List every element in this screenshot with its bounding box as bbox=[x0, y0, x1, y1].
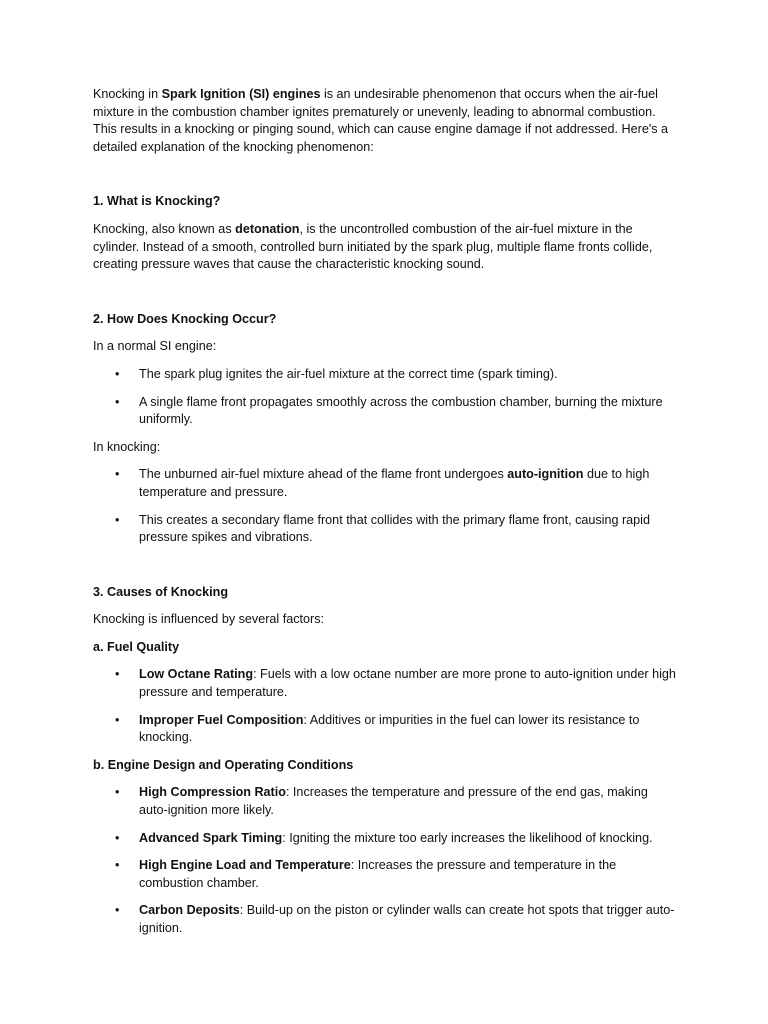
bullet-icon: • bbox=[115, 366, 120, 381]
section-3-heading: 3. Causes of Knocking bbox=[93, 584, 229, 599]
bullet-icon: • bbox=[115, 667, 120, 682]
list-item-bold-term: auto-ignition bbox=[507, 467, 584, 482]
bullet-icon: • bbox=[115, 712, 120, 727]
section-1-text: Knocking, also known as bbox=[93, 221, 236, 236]
section-1-text-rest: , is the uncontrolled combustion of the air-fuel mixture in the cylinder. Instead of a smooth, controlled burn initiated by the spark plug, multiple flame fronts collide, creating pressure waves that cause the characteristic knocking sound. bbox=[93, 221, 653, 272]
bullet-icon: • bbox=[115, 785, 120, 800]
list-item-text: This creates a secondary flame front that collides with the primary flame front, causing rapid pressure spikes and vibrations. bbox=[139, 512, 650, 545]
list-item bbox=[93, 712, 678, 747]
list-item-text: : Additives or impurities in the fuel can lower its resistance to knocking. bbox=[139, 712, 640, 745]
list-item-text: : Increases the temperature and pressure of the end gas, making auto-ignition more likely. bbox=[139, 785, 648, 818]
list-item bbox=[93, 666, 678, 701]
fuel-quality-list bbox=[93, 666, 678, 746]
list-item-bold-term: Carbon Deposits bbox=[139, 903, 240, 918]
list-item-text: : Fuels with a low octane number are more prone to auto-ignition under high pressure and temperature. bbox=[139, 667, 676, 700]
list-item bbox=[93, 366, 678, 384]
subsection-a-heading: a. Fuel Quality bbox=[93, 639, 180, 654]
section-1-heading: 1. What is Knocking? bbox=[93, 194, 221, 209]
normal-engine-list bbox=[93, 366, 678, 429]
list-item-bold-term: Improper Fuel Composition bbox=[139, 712, 304, 727]
bullet-icon: • bbox=[115, 394, 120, 409]
list-item-bold-term: High Engine Load and Temperature bbox=[139, 858, 351, 873]
list-item bbox=[93, 830, 678, 848]
intro-bold-term: Spark Ignition (SI) engines bbox=[161, 87, 321, 101]
list-item-text: : Build-up on the piston or cylinder walls can create hot spots that trigger auto-ignition. bbox=[139, 903, 675, 935]
section-3-intro: Knocking is influenced by several factors: bbox=[93, 612, 325, 627]
list-item-text-rest: due to high temperature and pressure. bbox=[139, 467, 650, 499]
list-item bbox=[93, 466, 678, 501]
bullet-icon: • bbox=[115, 512, 120, 527]
bullet-icon: • bbox=[115, 830, 120, 845]
list-item-text: The spark plug ignites the air-fuel mixture at the correct time (spark timing). bbox=[139, 366, 558, 381]
section-2-heading: 2. How Does Knocking Occur? bbox=[93, 311, 277, 326]
list-item bbox=[93, 857, 678, 892]
list-item-text: : Igniting the mixture too early increases the likelihood of knocking. bbox=[282, 830, 653, 845]
intro-text-rest: is an undesirable phenomenon that occurs when the air-fuel mixture in the combustion chamber ignites prematurely or unevenly, leading to abnormal combustion. This results in a knocking or pinging sound, which can cause engine damage if not addressed. Here's a detailed explanation of the knocking phenomenon: bbox=[93, 87, 669, 154]
section-1-paragraph bbox=[93, 221, 678, 274]
section-1-bold-term: detonation bbox=[235, 221, 300, 236]
bullet-icon: • bbox=[115, 467, 120, 482]
knocking-list bbox=[93, 466, 678, 546]
document-page bbox=[93, 86, 678, 948]
list-item bbox=[93, 784, 678, 819]
list-item-text: The unburned air-fuel mixture ahead of the flame front undergoes bbox=[139, 467, 508, 482]
subsection-b-heading: b. Engine Design and Operating Conditions bbox=[93, 757, 354, 772]
engine-design-list bbox=[93, 784, 678, 937]
list-item-bold-term: Advanced Spark Timing bbox=[139, 830, 283, 845]
list-item-text: A single flame front propagates smoothly across the combustion chamber, burning the mixture uniformly. bbox=[139, 394, 663, 427]
list-item-text: : Increases the pressure and temperature in the combustion chamber. bbox=[139, 858, 617, 890]
list-item bbox=[93, 394, 678, 429]
intro-paragraph bbox=[93, 86, 678, 156]
intro-text: Knocking in bbox=[93, 87, 162, 101]
section-2-normal-intro: In a normal SI engine: bbox=[93, 339, 217, 354]
list-item bbox=[93, 512, 678, 547]
bullet-icon: • bbox=[115, 903, 120, 918]
section-2-knock-intro: In knocking: bbox=[93, 439, 161, 454]
list-item bbox=[93, 902, 678, 937]
list-item-bold-term: Low Octane Rating bbox=[139, 667, 254, 682]
list-item-bold-term: High Compression Ratio bbox=[139, 785, 286, 800]
bullet-icon: • bbox=[115, 858, 120, 873]
